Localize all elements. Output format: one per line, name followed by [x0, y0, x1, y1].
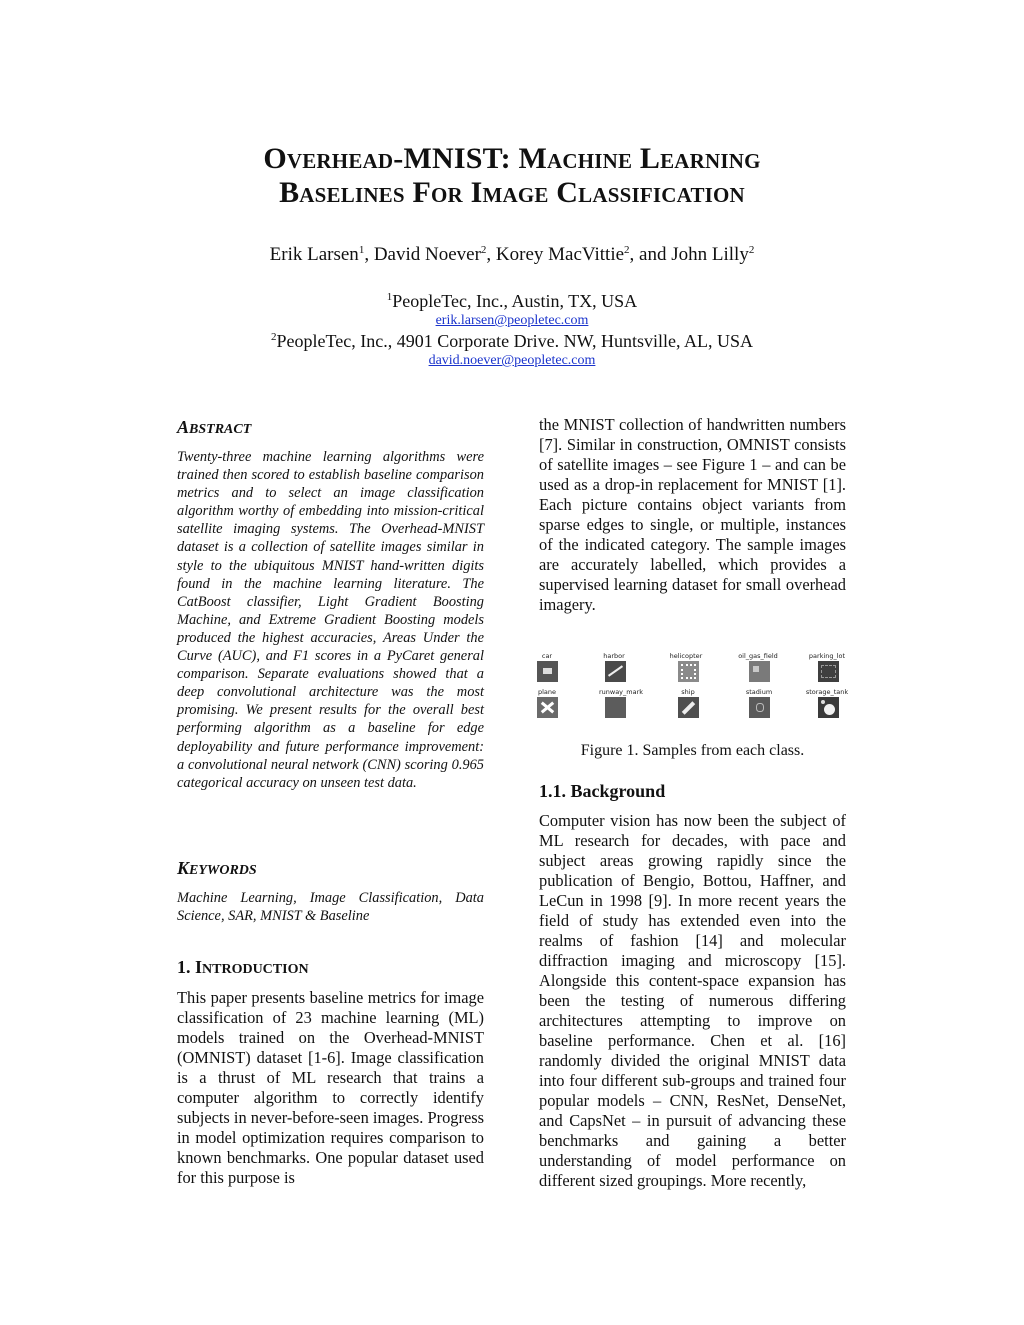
background-text: Computer vision has now been the subject of ML research for decades, with pace and subject areas growing rapidly since the publication of Bengio, Bottou, Haffner, and LeCun in 1998 [9]. In more recent years the field of study has extended even into the realms of fashion [14] and molecular diffraction imaging and microscopy [15]. Alongside this content-space expansion has been the testing of numerous differing architectures attempting to improve on baseline performance. Chen et al. [16] randomly divided the original MNIST data into four different sub-groups and trained four popular models – CNN, ResNet, DenseNet, and CapsNet – in pursuit of advancing these benchmarks and gaining a better understanding of model performance on different sized groupings. More recently,: [539, 811, 846, 1190]
introduction-text: This paper presents baseline metrics for image classification of 23 machine learning (ML) models trained on the Overhead-MNIST (OMNIST) dataset [1-6]. Image classification is a thrust of ML research that trains a computer algorithm to correctly identify subjects in never-before-seen images. Progress in model optimization requires comparison to known benchmarks. One popular dataset used for this purpose is: [177, 988, 484, 1187]
sample-image-storage-tank: [818, 697, 839, 718]
sample-image-plane: [537, 697, 558, 718]
sample-image-ship: [678, 697, 699, 718]
class-label-storage-tank: storage_tank: [805, 688, 849, 696]
sample-image-parking-lot: [818, 661, 839, 682]
class-label-harbor: harbor: [603, 652, 625, 660]
abstract-text: Twenty-three machine learning algorithms were trained then scored to establish baseline comparison metrics and to select an image classification algorithm worthy of embedding into mission-critical satellite imaging systems. The Overhead-MNIST dataset is a collection of satellite images similar in style to the ubiquitous MNIST hand-written digits found in the machine learning literature. The CatBoost classifier, Light Gradient Boosting Machine, and Extreme Gradient Boosting models produced the highest accuracies, Areas Under the Curve (AUC), and F1 scores in a PyCaret general comparison. Separate evaluations showed that a deep convolutional architecture was the most promising. We present results for the overall best performing algorithm as a baseline for edge deployability and future performance improvement: a convolutional neural network (CNN) scoring 0.965 categorical accuracy on unseen test data.: [177, 449, 484, 791]
sample-image-harbor: [605, 661, 626, 682]
sample-image-oil-gas-field: [749, 661, 770, 682]
introduction-heading: 1. INTRODUCTION: [177, 957, 309, 977]
class-label-parking-lot: parking_lot: [808, 652, 846, 660]
affiliation-1: $^1$PeopleTec, Inc., Austin, TX, USA: [386, 291, 638, 311]
class-label-helicopter: helicopter: [669, 652, 703, 660]
keywords-text: Machine Learning, Image Classification, Data Science, SAR, MNIST & Baseline: [177, 890, 484, 925]
figure-1-sample-grid: [537, 652, 867, 726]
keywords-heading: KEYWORDS: [177, 858, 257, 878]
intro-continued-text: the MNIST collection of handwritten numbers [7]. Similar in construction, OMNIST consists of satellite images – see Figure 1 – and can be used as a drop-in replacement for MNIST [1]. Each picture contains object variants from sparse edges to single, or multiple, instances of the indicated category. The sample images are accurately labelled, which provides a supervised learning dataset for small overhead imagery.: [539, 415, 846, 614]
paper-title-line-1: Overhead-MNIST: Machine Learning: [263, 142, 761, 175]
author-list: Erik Larsen$^1$, David Noever$^2$, Korey MacVittie$^2$, and John Lilly$^2$: [269, 244, 755, 265]
sample-image-runway-mark: [605, 697, 626, 718]
abstract-heading: ABSTRACT: [177, 417, 252, 437]
sample-image-helicopter: [678, 661, 699, 682]
class-label-oil-gas-field: oil_gas_field: [738, 652, 778, 660]
figure-1-caption: Figure 1. Samples from each class.: [580, 742, 805, 759]
class-label-stadium: stadium: [745, 688, 773, 696]
background-heading: 1.1. Background: [539, 781, 666, 801]
class-label-runway-mark: runway_mark: [598, 688, 644, 696]
email-link-1[interactable]: erik.larsen@peopletec.com: [435, 313, 589, 328]
class-label-car: car: [541, 652, 553, 660]
class-label-plane: plane: [537, 688, 557, 696]
sample-image-car: [537, 661, 558, 682]
sample-image-stadium: [749, 697, 770, 718]
email-link-2[interactable]: david.noever@peopletec.com: [428, 353, 596, 368]
affiliation-2: $^2$PeopleTec, Inc., 4901 Corporate Drive. NW, Huntsville, AL, USA: [271, 331, 753, 351]
paper-title-line-2: Baselines For Image Classification: [279, 176, 745, 209]
class-label-ship: ship: [681, 688, 695, 696]
